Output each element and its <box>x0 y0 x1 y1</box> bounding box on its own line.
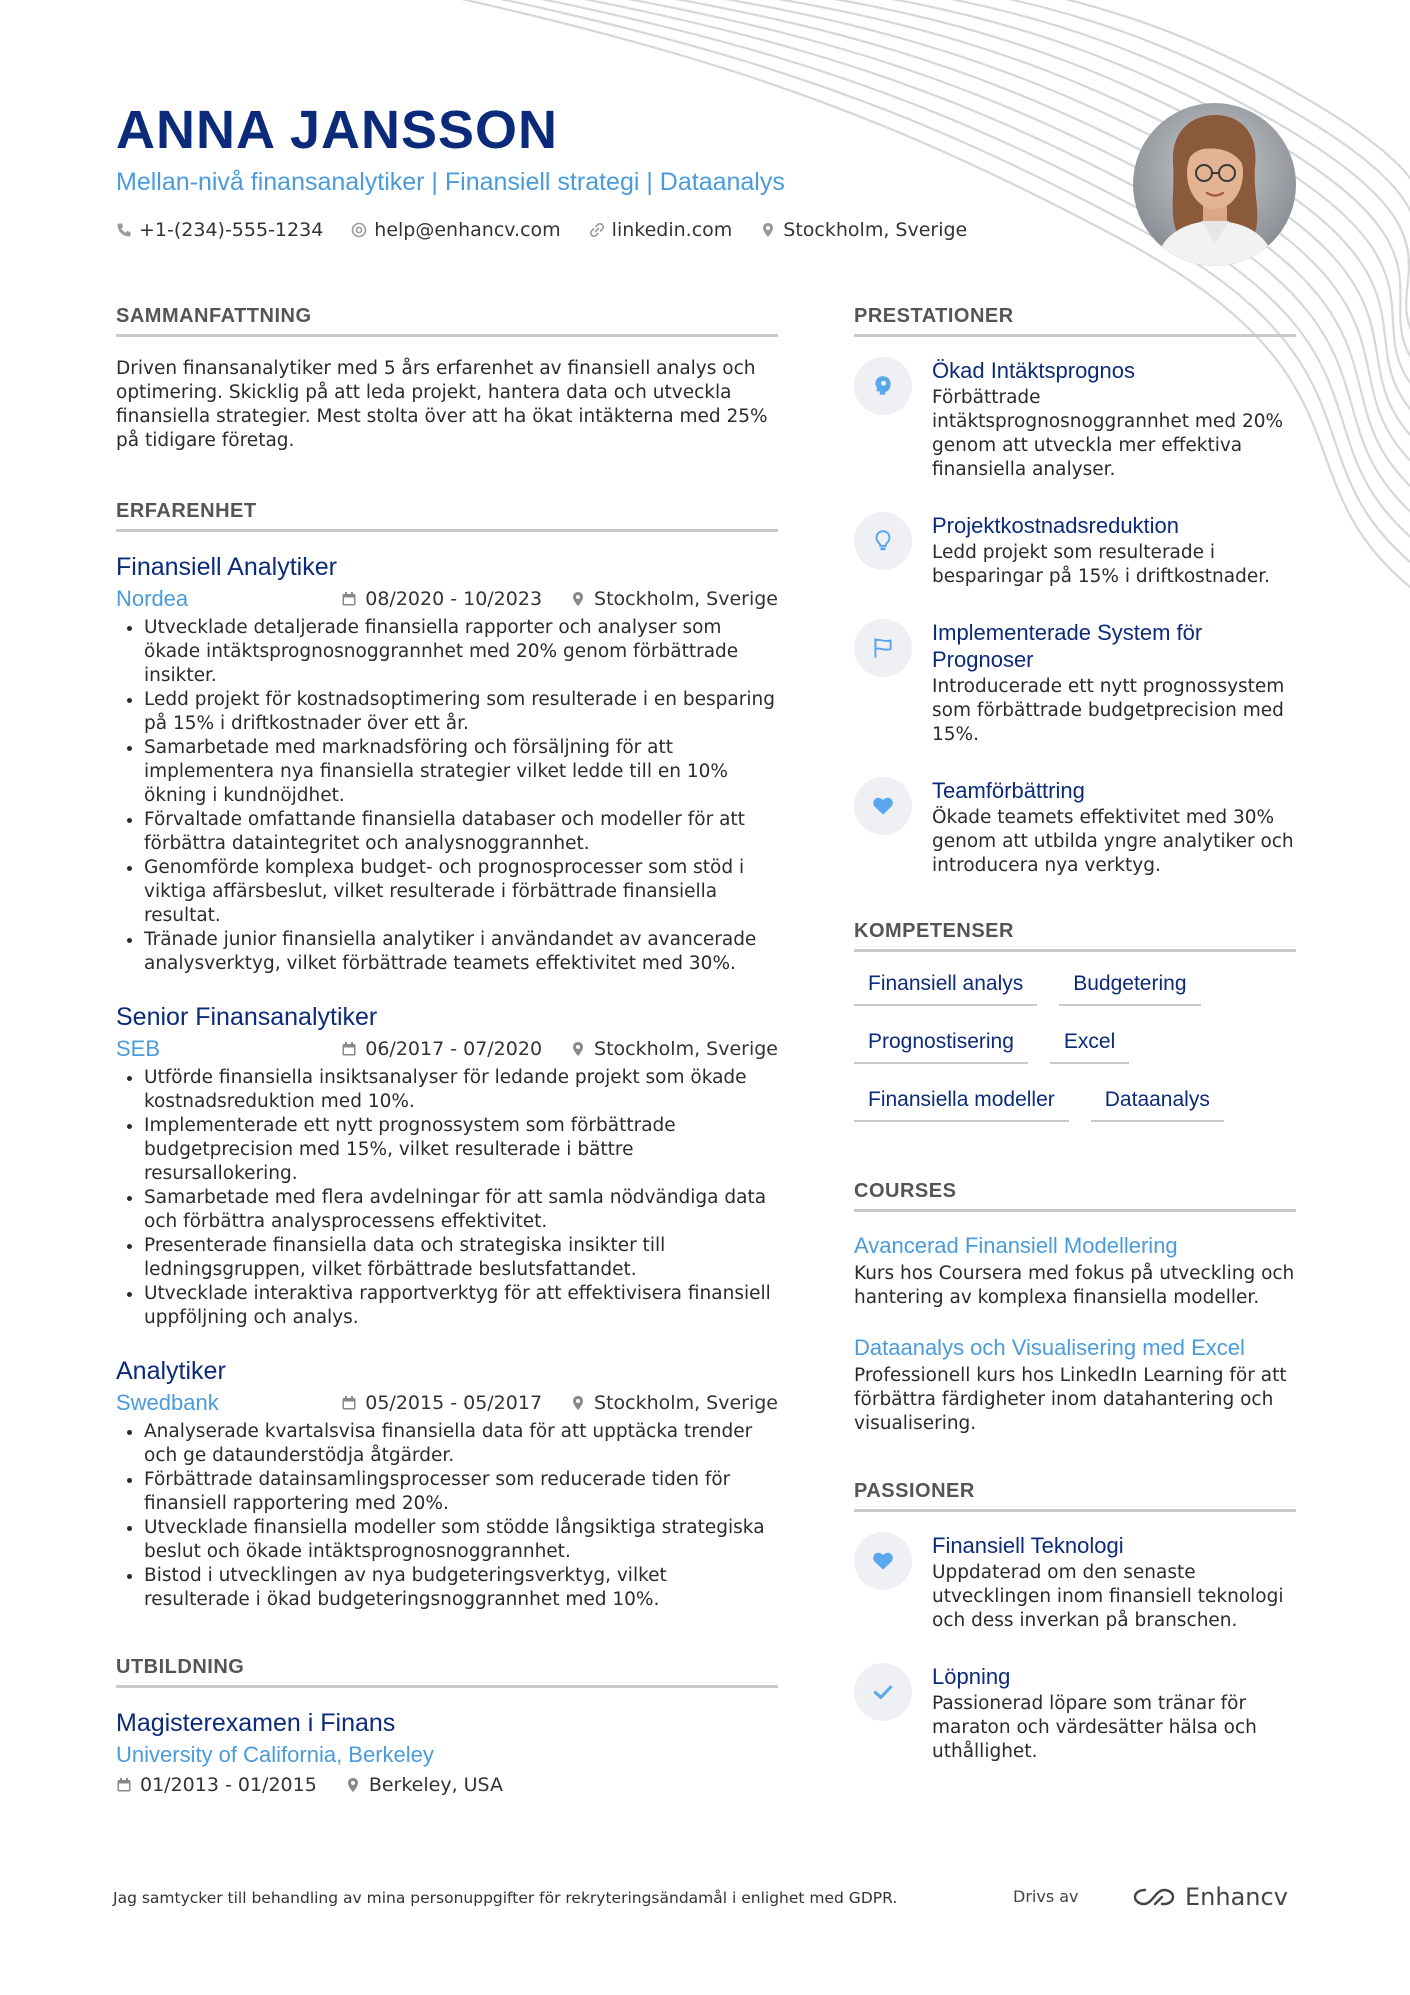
location-pin-icon <box>760 222 776 238</box>
job-location <box>570 1392 778 1414</box>
location-pin-icon <box>570 591 586 607</box>
job-bullet: • Samarbetade med marknadsföring och försäljning för att implementera nya finansiella strategier vilket ledde till en 10% ökning i kundnöjdhet. <box>144 736 778 808</box>
job-bullet: • Presenterade finansiella data och strategiska insikter till ledningsgruppen, vilket förbättrade beslutsfattandet. <box>144 1234 778 1282</box>
job-bullets <box>116 616 778 976</box>
achievement-desc: Ledd projekt som resulterade i besparingar på 15% i driftkostnader. <box>932 542 1271 587</box>
achievement-desc: Förbättrade intäktsprognosnoggrannhet med 20% genom att utveckla mer effektiva finansiella analyser. <box>932 387 1284 480</box>
skills-heading: KOMPETENSER <box>854 920 1296 952</box>
location-pin-icon <box>345 1777 361 1793</box>
experience-section <box>116 500 778 1612</box>
job-dates <box>341 1038 542 1060</box>
job-bullet: • Utvecklade detaljerade finansiella rapporter och analyser som ökade intäktsprognosnoggrannhet med 20% genom förbättrade insikter. <box>144 616 778 688</box>
job-meta <box>116 586 778 612</box>
education-dates-text: 01/2013 - 01/2015 <box>140 1774 317 1796</box>
passion-desc: Passionerad löpare som tränar för maraton och värdesätter hälsa och uthållighet. <box>932 1693 1257 1762</box>
profile-photo-illustration <box>1133 103 1296 266</box>
linkedin-text: linkedin.com <box>611 219 733 241</box>
skill-tag: Budgetering <box>1059 972 1200 1006</box>
courses-section <box>854 1180 1296 1436</box>
achievement-desc: Ökade teamets effektivitet med 30% genom att utbilda yngre analytiker och introducera nya verktyg. <box>932 807 1294 876</box>
at-sign-icon <box>351 222 367 238</box>
passion-body <box>932 1532 1296 1633</box>
job-bullet: • Genomförde komplexa budget- och prognosprocesser som stöd i viktiga affärsbeslut, vilket resulterade i förbättrade finansiella resultat. <box>144 856 778 928</box>
job-bullet: • Utvecklade interaktiva rapportverktyg för att effektivisera finansiell uppföljning och analys. <box>144 1282 778 1330</box>
resume-header <box>116 100 1116 241</box>
achievement-body <box>932 357 1296 482</box>
job-dates <box>341 588 542 610</box>
job-title: Analytiker <box>116 1357 226 1385</box>
job-dates-text: 05/2015 - 05/2017 <box>365 1392 543 1414</box>
job-entry <box>116 1356 778 1612</box>
location-text: Stockholm, Sverige <box>783 219 968 241</box>
achievement-item <box>854 357 1296 482</box>
job-bullet: • Analyserade kvartalsvisa finansiella data för att upptäcka trender och ge dataunderstödja åtgärder. <box>144 1420 778 1468</box>
skill-tag: Excel <box>1050 1030 1129 1064</box>
job-bullet: • Förvaltade omfattande finansiella databaser och modeller för att förbättra dataintegritet och analysnoggrannhet. <box>144 808 778 856</box>
summary-section <box>116 305 778 453</box>
job-location-text: Stockholm, Sverige <box>594 1038 778 1060</box>
job-entry <box>116 552 778 976</box>
education-location-text: Berkeley, USA <box>368 1774 503 1796</box>
job-bullet: • Implementerade ett nytt prognossystem som förbättrade budgetprecision med 15%, vilket resulterade i bättre resursallokering. <box>144 1114 778 1186</box>
page-footer <box>113 1883 1293 1923</box>
job-bullets <box>116 1420 778 1612</box>
contact-list <box>116 219 1116 241</box>
education-section <box>116 1656 778 1796</box>
achievement-item <box>854 512 1296 589</box>
job-bullet: • Utvecklade finansiella modeller som stödde långsiktiga strategiska beslut och ökade intäktsprognosnoggrannhet. <box>144 1516 778 1564</box>
passion-desc: Uppdaterad om den senaste utvecklingen inom finansiell teknologi och dess inverkan på branschen. <box>932 1562 1284 1631</box>
enhancv-brand-text: Enhancv <box>1185 1883 1288 1911</box>
achievement-body <box>932 512 1296 589</box>
location-pin-icon <box>570 1395 586 1411</box>
contact-linkedin[interactable] <box>589 219 733 241</box>
achievements-section <box>854 305 1296 878</box>
job-bullet: • Förbättrade datainsamlingsprocesser som reducerade tiden för finansiell rapportering med 20%. <box>144 1468 778 1516</box>
gdpr-consent: Jag samtycker till behandling av mina personuppgifter för rekryteringsändamål i enlighet med GDPR. <box>113 1889 898 1907</box>
enhancv-logo[interactable] <box>1131 1883 1288 1911</box>
contact-location <box>760 219 967 241</box>
course-item <box>854 1334 1296 1436</box>
job-location <box>570 1038 778 1060</box>
job-meta <box>116 1390 778 1416</box>
job-location-text: Stockholm, Sverige <box>594 588 778 610</box>
passion-item <box>854 1532 1296 1633</box>
contact-email[interactable] <box>351 219 560 241</box>
job-company: SEB <box>116 1036 161 1061</box>
phone-text: +1-(234)-555-1234 <box>139 219 324 241</box>
phone-icon <box>116 222 132 238</box>
checkmark-icon <box>870 1679 896 1705</box>
passion-title: Finansiell Teknologi <box>932 1533 1124 1558</box>
skill-tag: Finansiella modeller <box>854 1088 1069 1122</box>
right-column <box>854 305 1296 1794</box>
job-dates-text: 08/2020 - 10/2023 <box>365 588 543 610</box>
passions-heading: PASSIONER <box>854 1480 1296 1512</box>
location-pin-icon <box>570 1041 586 1057</box>
achievement-body <box>932 777 1296 878</box>
candidate-name: ANNA JANSSON <box>116 100 559 160</box>
job-location <box>570 588 778 610</box>
course-title: Avancerad Finansiell Modellering <box>854 1233 1178 1258</box>
left-column <box>116 305 778 1796</box>
job-company: Swedbank <box>116 1390 219 1415</box>
achievement-desc: Introducerade ett nytt prognossystem som förbättrade budgetprecision med 15%. <box>932 676 1285 745</box>
heart-icon <box>870 793 896 819</box>
achievement-icon-badge <box>854 512 912 570</box>
passion-body <box>932 1663 1296 1764</box>
achievement-item <box>854 777 1296 878</box>
passion-item <box>854 1663 1296 1764</box>
job-bullet: • Utförde finansiella insiktsanalyser för ledande projekt som ökade kostnadsreduktion med 10%. <box>144 1066 778 1114</box>
education-dates <box>116 1774 317 1796</box>
course-item <box>854 1232 1296 1310</box>
achievement-icon-badge <box>854 777 912 835</box>
passion-icon-badge <box>854 1532 912 1590</box>
courses-heading: COURSES <box>854 1180 1296 1212</box>
calendar-icon <box>341 1395 357 1411</box>
flag-icon <box>870 635 896 661</box>
brain-head-icon <box>870 373 896 399</box>
achievement-title: Implementerade System för Prognoser <box>932 620 1203 672</box>
experience-heading: ERFARENHET <box>116 500 778 532</box>
course-desc: Kurs hos Coursera med fokus på utveckling och hantering av komplexa finansiella modeller. <box>854 1263 1295 1308</box>
skills-section <box>854 920 1296 1122</box>
link-icon <box>589 222 605 238</box>
passion-title: Löpning <box>932 1664 1011 1689</box>
achievements-heading: PRESTATIONER <box>854 305 1296 337</box>
job-title: Senior Finansanalytiker <box>116 1003 378 1031</box>
profile-photo <box>1133 103 1296 266</box>
lightbulb-icon <box>870 528 896 554</box>
course-desc: Professionell kurs hos LinkedIn Learning för att förbättra färdigheter inom datahantering och visualisering. <box>854 1365 1287 1434</box>
summary-text: Driven finansanalytiker med 5 års erfarenhet av finansiell analys och optimering. Skicklig på att leda projekt, hantera data och utveckla finansiella strategier. Mest stolta över att ha ökat intäkterna med 25% på tidigare företag. <box>116 358 768 451</box>
job-dates-text: 06/2017 - 07/2020 <box>365 1038 543 1060</box>
job-meta <box>116 1036 778 1062</box>
skill-tag: Finansiell analys <box>854 972 1037 1006</box>
job-bullet: • Bistod i utvecklingen av nya budgeteringsverktyg, vilket resulterade i ökad budgeteringsnoggrannhet med 10%. <box>144 1564 778 1612</box>
job-bullet: • Samarbetade med flera avdelningar för att samla nödvändiga data och förbättra analysprocessens effektivitet. <box>144 1186 778 1234</box>
job-bullet: • Tränade junior finansiella analytiker i användandet av avancerade analysverktyg, vilket förbättrade teamets effektivitet med 30%. <box>144 928 778 976</box>
achievement-icon-badge <box>854 619 912 677</box>
job-dates <box>341 1392 542 1414</box>
skills-list <box>854 972 1296 1122</box>
job-location-text: Stockholm, Sverige <box>594 1392 778 1414</box>
achievement-item <box>854 619 1296 747</box>
calendar-icon <box>116 1777 132 1793</box>
calendar-icon <box>341 1041 357 1057</box>
education-meta <box>116 1774 778 1796</box>
job-title: Finansiell Analytiker <box>116 553 337 581</box>
candidate-tagline: Mellan-nivå finansanalytiker | Finansiell strategi | Dataanalys <box>116 168 785 196</box>
powered-by-label: Drivs av <box>1013 1887 1079 1906</box>
job-bullets <box>116 1066 778 1330</box>
job-bullet: • Ledd projekt för kostnadsoptimering som resulterade i en besparing på 15% i driftkostnader över ett år. <box>144 688 778 736</box>
contact-phone[interactable] <box>116 219 323 241</box>
education-degree: Magisterexamen i Finans <box>116 1709 396 1737</box>
calendar-icon <box>341 591 357 607</box>
skill-tag: Prognostisering <box>854 1030 1028 1064</box>
achievement-title: Projektkostnadsreduktion <box>932 513 1180 538</box>
passion-icon-badge <box>854 1663 912 1721</box>
passions-section <box>854 1480 1296 1764</box>
achievement-body <box>932 619 1296 747</box>
achievement-icon-badge <box>854 357 912 415</box>
summary-heading: SAMMANFATTNING <box>116 305 778 337</box>
job-company: Nordea <box>116 586 189 611</box>
achievement-title: Ökad Intäktsprognos <box>932 358 1136 383</box>
skill-tag: Dataanalys <box>1091 1088 1224 1122</box>
heart-icon <box>870 1548 896 1574</box>
achievement-title: Teamförbättring <box>932 778 1085 803</box>
email-text: help@enhancv.com <box>374 219 561 241</box>
enhancv-logo-icon <box>1131 1885 1177 1909</box>
education-school: University of California, Berkeley <box>116 1742 434 1767</box>
education-heading: UTBILDNING <box>116 1656 778 1688</box>
course-title: Dataanalys och Visualisering med Excel <box>854 1335 1245 1360</box>
job-entry <box>116 1002 778 1330</box>
education-location <box>345 1774 503 1796</box>
